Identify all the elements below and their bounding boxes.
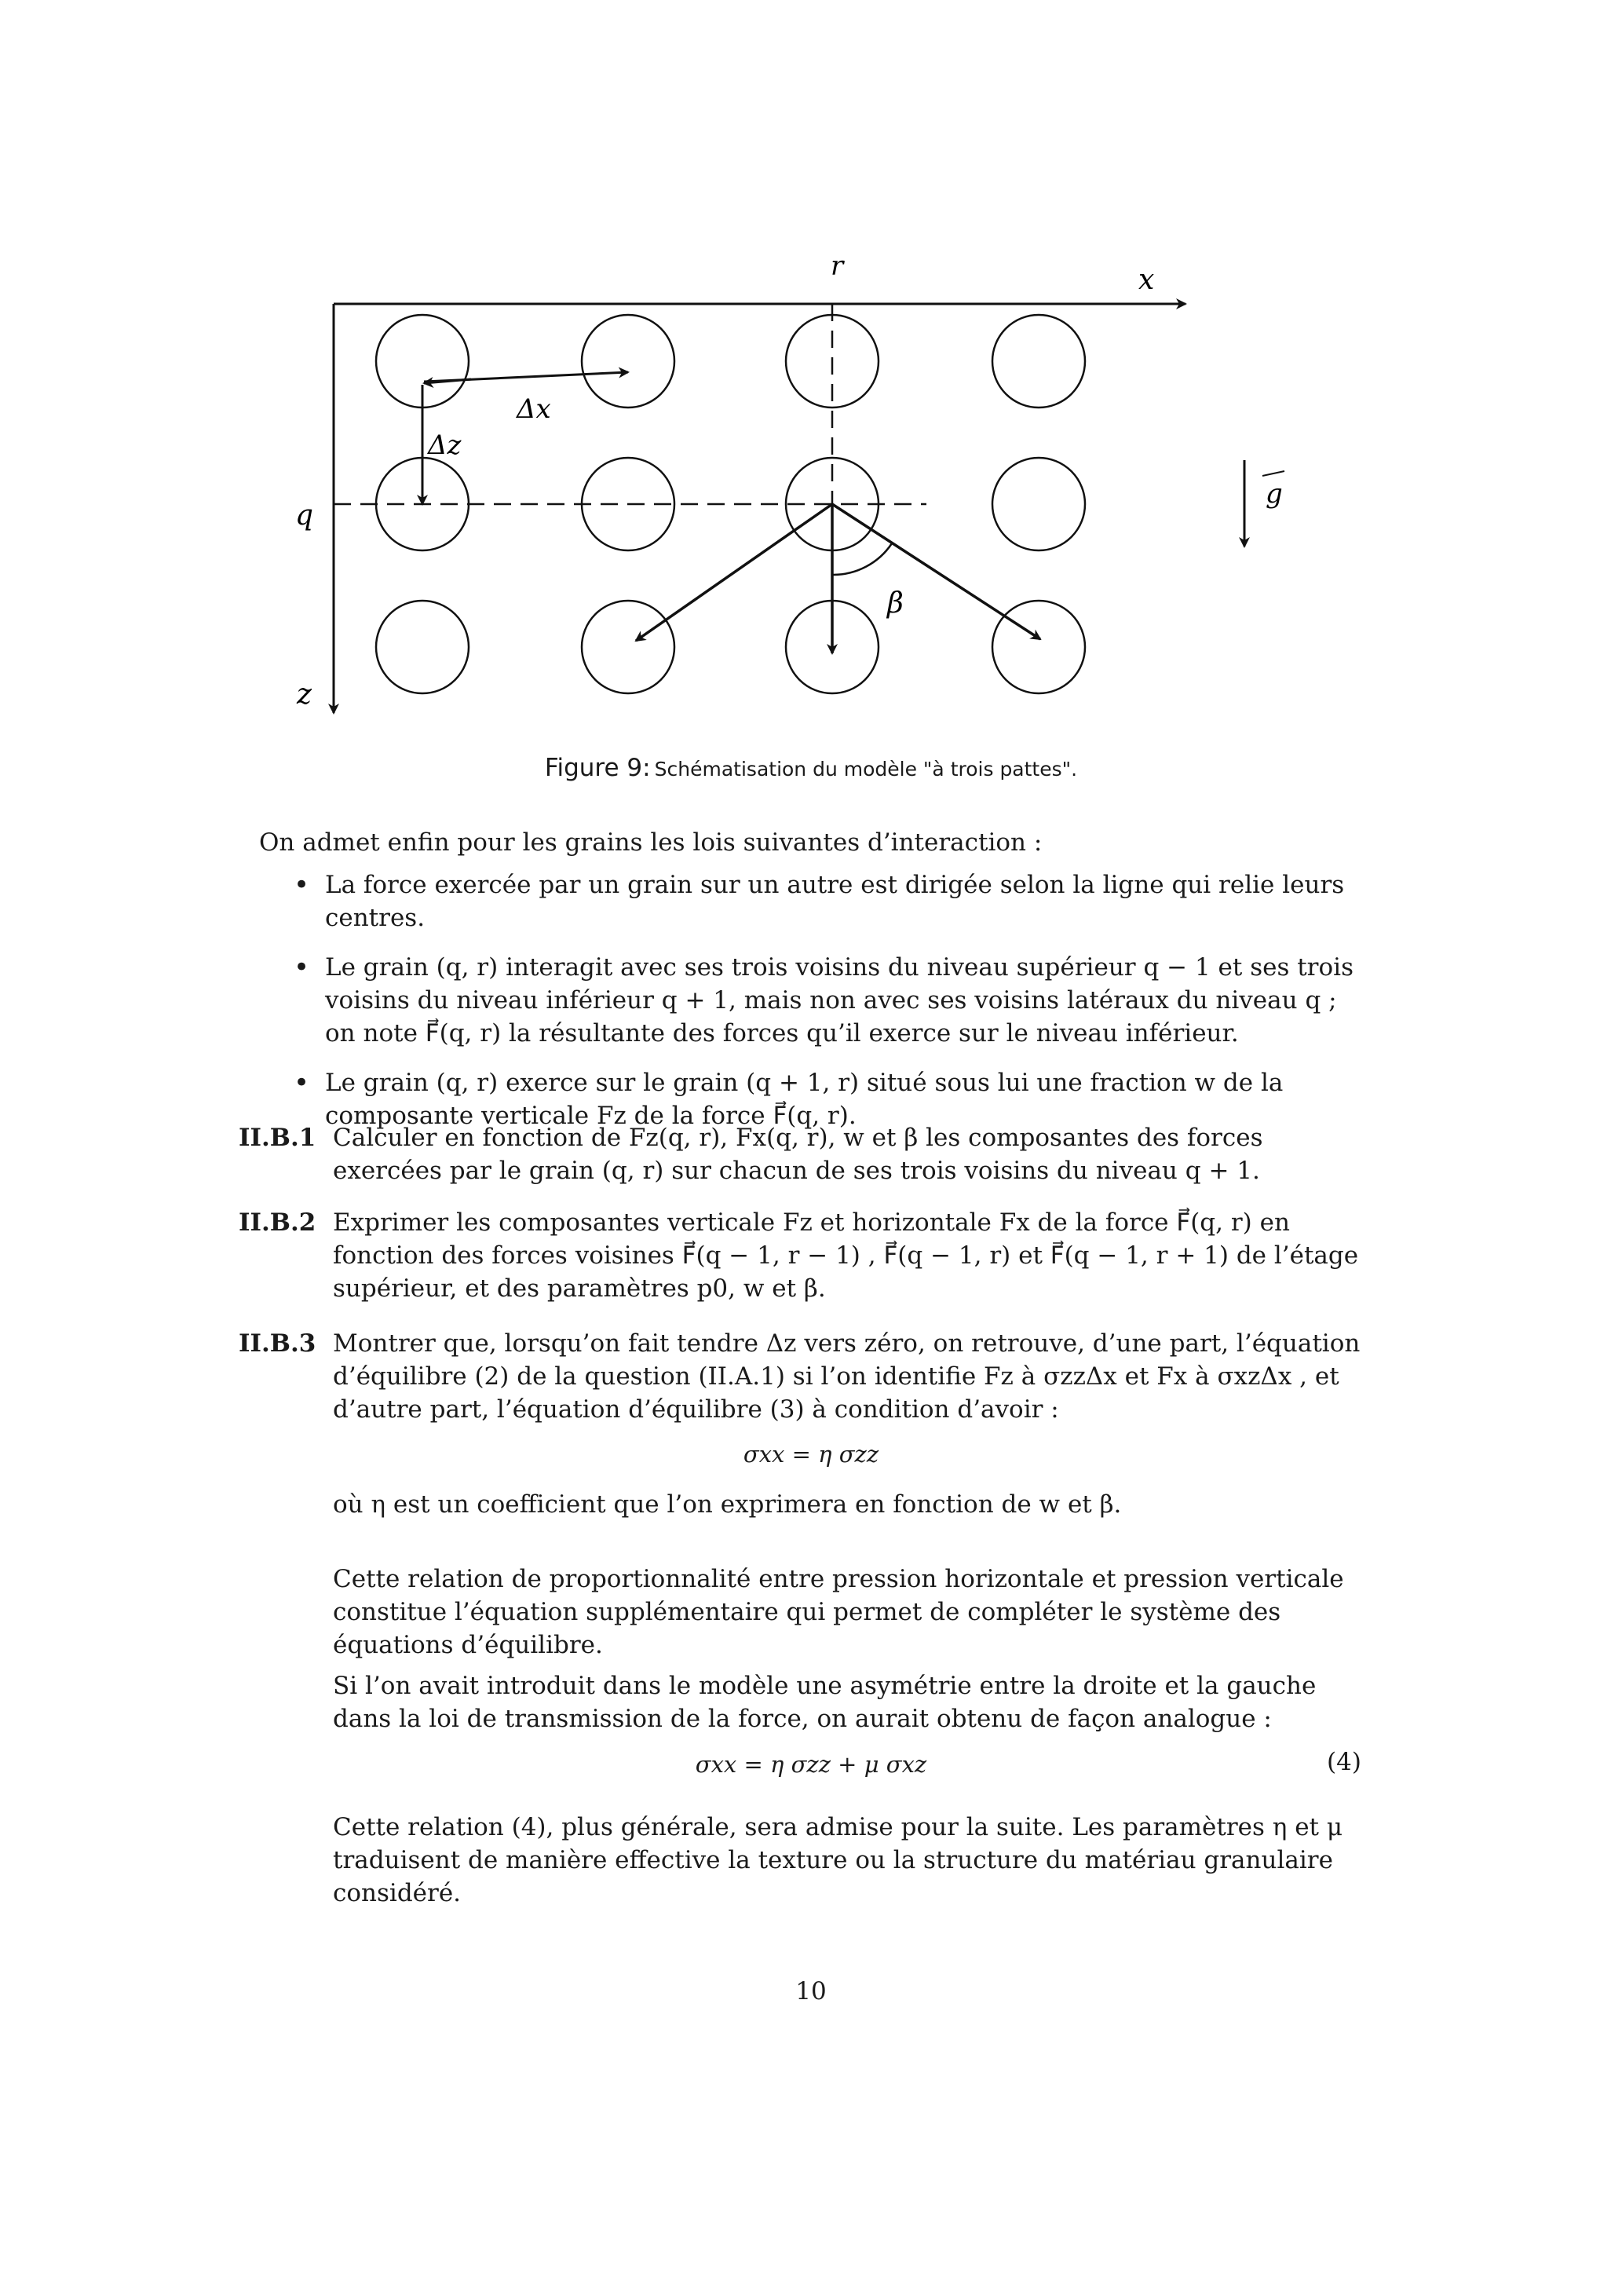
- list-item: • La force exercée par un grain sur un autre est dirigée selon la ligne qui relie leurs centres.: [290, 868, 1374, 934]
- question-number: II.B.3: [239, 1329, 316, 1358]
- question-ii-b-3: [239, 1327, 1377, 1426]
- interaction-laws-list: [290, 868, 1374, 1149]
- figure-caption: [0, 754, 1622, 782]
- paragraph-proportionality: Cette relation de proportionnalité entre pression horizontale et pression verticale constitue l’équation supplémentaire qui permet de compléter le système des équations d’équilibre.: [333, 1565, 1344, 1659]
- equation-number: (4): [1327, 1748, 1361, 1776]
- paragraph-general-relation: Cette relation (4), plus générale, sera admise pour la suite. Les paramètres η et μ traduisent de manière effective la texture ou la structure du matériau granulaire considéré.: [333, 1813, 1343, 1907]
- gravity-label: g: [1266, 478, 1283, 510]
- caption-label: Figure 9:: [544, 754, 651, 782]
- grain-model-figure: [267, 236, 1366, 738]
- axis-label-r: r: [831, 250, 844, 282]
- beta-label: β: [887, 587, 904, 620]
- list-item: • Le grain (q, r) interagit avec ses trois voisins du niveau supérieur q − 1 et ses trois voisins du niveau inférieur q + 1, mais non avec ses voisins latéraux du niveau q ; on note F⃗(q, r) la résultante des forces qu’il exerce sur le niveau inférieur.: [290, 951, 1374, 1050]
- caption-text: Schématisation du modèle "à trois pattes".: [654, 758, 1078, 781]
- grain: [376, 601, 469, 693]
- equation-4: σxx = η σzz + μ σxz: [695, 1751, 927, 1778]
- equation-sigma-xx: σxx = η σzz: [743, 1441, 879, 1468]
- grain: [992, 601, 1085, 693]
- question-ii-b-1: [239, 1121, 1377, 1187]
- paragraph-asymmetry: Si l’on avait introduit dans le modèle une asymétrie entre la droite et la gauche dans la loi de transmission de la force, on aurait obtenu de façon analogue :: [333, 1672, 1317, 1733]
- question-text: Montrer que, lorsqu’on fait tendre Δz vers zéro, on retrouve, d’une part, l’équation d’équilibre (2) de la question (II.A.1) si l’on identifie Fz à σzzΔx et Fx à σxzΔx , et d’autre part, l’équation d’équilibre (3) à condition d’avoir :: [333, 1329, 1361, 1424]
- axis-label-x: x: [1138, 264, 1155, 296]
- eta-definition: où η est un coefficient que l’on exprimera en fonction de w et β.: [333, 1490, 1122, 1519]
- grain: [992, 315, 1085, 408]
- intro-text: On admet enfin pour les grains les lois suivantes d’interaction :: [259, 828, 1043, 857]
- grain: [992, 458, 1085, 550]
- question-text: Exprimer les composantes verticale Fz et horizontale Fx de la force F⃗(q, r) en fonction des forces voisines F⃗(q − 1, r − 1) , F⃗(q − 1, r) et F⃗(q − 1, r + 1) de l’étage supérieur, et des paramètres p0, w et β.: [333, 1208, 1359, 1303]
- axis-label-q: q: [295, 499, 314, 532]
- gravity-vector-bar: [1262, 471, 1284, 476]
- question-ii-b-2: [239, 1206, 1377, 1305]
- delta-z-label: Δz: [428, 430, 462, 461]
- question-number: II.B.1: [239, 1124, 316, 1152]
- question-number: II.B.2: [239, 1208, 316, 1237]
- page-number: 10: [795, 1977, 827, 2005]
- delta-x-label: Δx: [517, 393, 551, 425]
- list-item: • Le grain (q, r) exerce sur le grain (q + 1, r) situé sous lui une fraction w de la composante verticale Fz de la force F⃗(q, r).: [290, 1066, 1374, 1132]
- question-text: Calculer en fonction de Fz(q, r), Fx(q, r), w et β les composantes des forces exercées par le grain (q, r) sur chacun de ses trois voisins du niveau q + 1.: [333, 1124, 1263, 1185]
- grain: [582, 601, 674, 693]
- force-arrow-left: [636, 504, 832, 641]
- grain: [582, 315, 674, 408]
- beta-angle-arc: [832, 543, 892, 575]
- force-arrow-right: [832, 504, 1040, 639]
- axis-label-z: z: [297, 678, 312, 711]
